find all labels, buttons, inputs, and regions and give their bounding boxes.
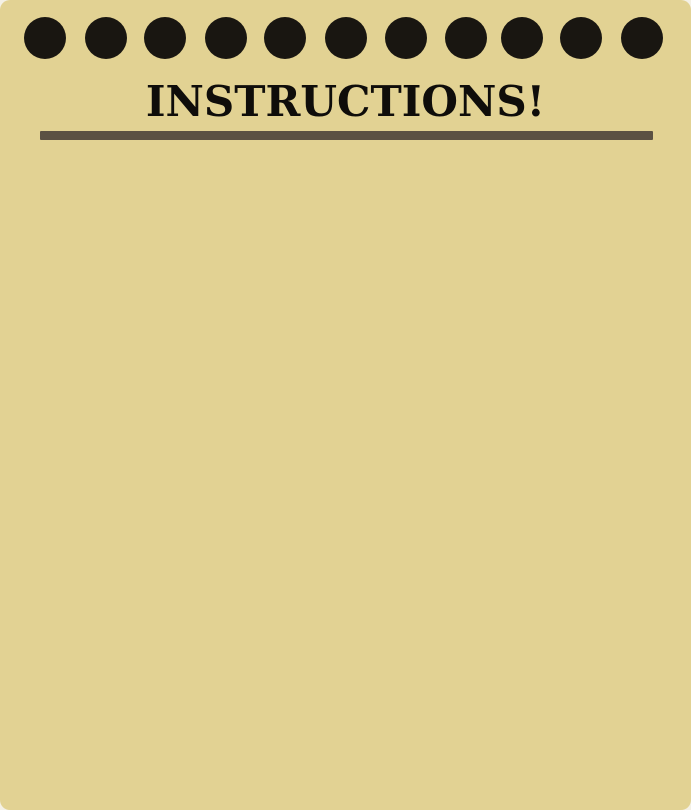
binding-hole: [85, 17, 127, 59]
binding-hole: [385, 17, 427, 59]
binding-hole: [621, 17, 663, 59]
instructions-content: [40, 160, 653, 780]
page-title: INSTRUCTIONS!: [145, 77, 546, 126]
binding-hole: [24, 17, 66, 59]
binding-hole: [325, 17, 367, 59]
binding-hole: [501, 17, 543, 59]
binding-holes: [0, 17, 691, 61]
binding-hole: [445, 17, 487, 59]
binding-hole: [144, 17, 186, 59]
binding-hole: [264, 17, 306, 59]
binding-hole: [205, 17, 247, 59]
binding-hole: [560, 17, 602, 59]
title-divider: [40, 131, 653, 140]
